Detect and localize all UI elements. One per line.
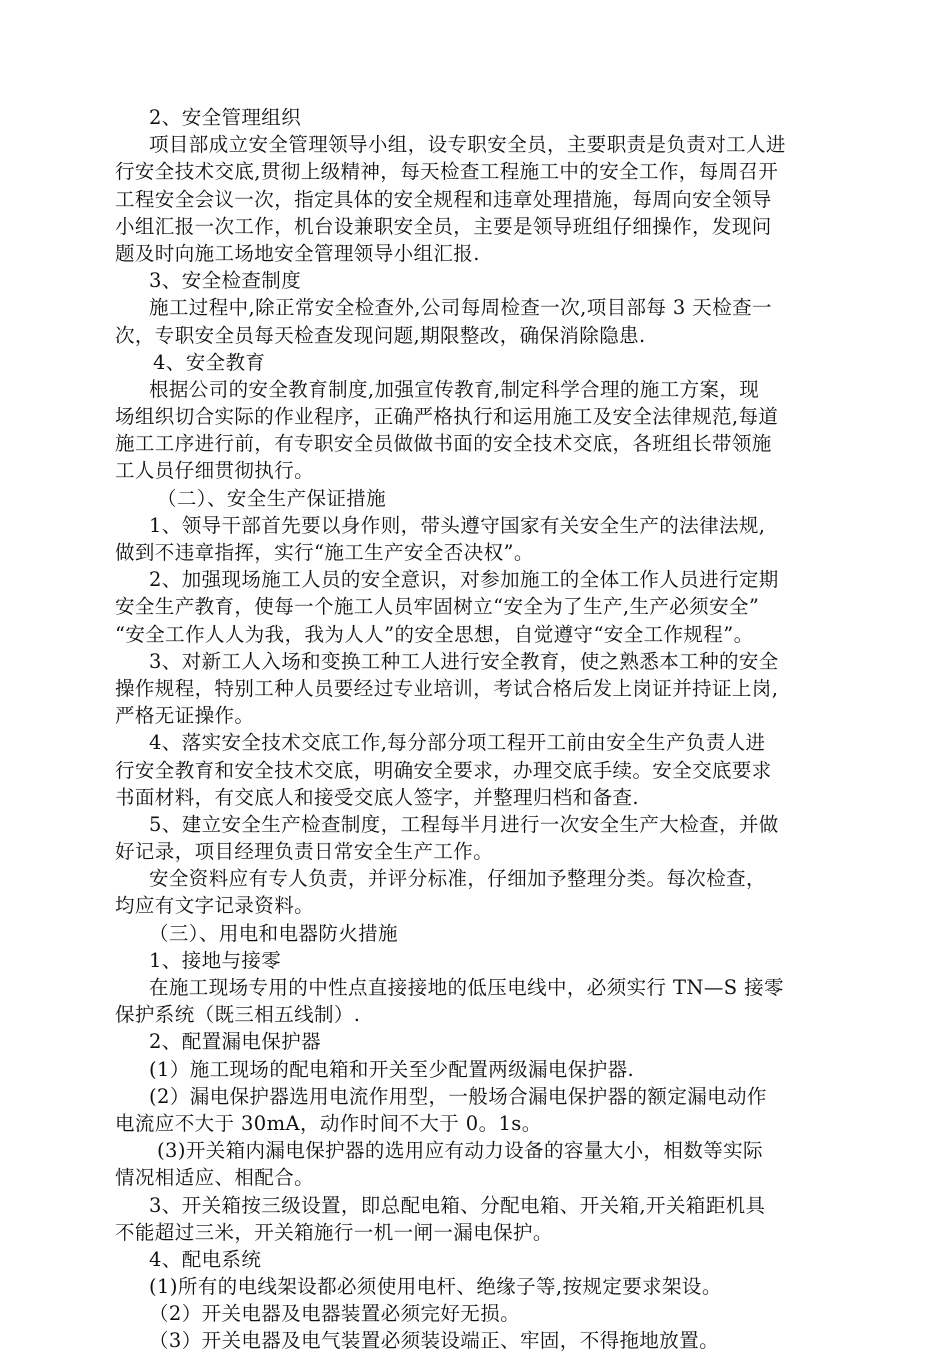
paragraph-line: 根据公司的安全教育制度,加强宣传教育,制定科学合理的施工方案，现	[149, 377, 760, 401]
paragraph-line: 3、对新工人入场和变换工种工人进行安全教育，使之熟悉本工种的安全	[149, 649, 779, 673]
paragraph-line: 安全生产教育，使每一个施工人员牢固树立“安全为了生产,生产必须安全”	[115, 595, 760, 619]
paragraph-line: 均应有文字记录资料。	[115, 894, 315, 918]
paragraph-line: (2）漏电保护器选用电流作用型，一般场合漏电保护器的额定漏电动作	[149, 1084, 767, 1108]
paragraph-line: （2）开关电器及电器装置必须完好无损。	[149, 1302, 521, 1326]
paragraph-line: （3）开关电器及电气装置必须装设端正、牢固，不得拖地放置。	[149, 1329, 720, 1353]
section-heading: 4、配电系统	[149, 1247, 262, 1271]
section-heading: （二）、安全生产保证措施	[157, 486, 387, 510]
paragraph-line: 小组汇报一次工作，机台设兼职安全员，主要是领导班组仔细操作，发现问	[115, 214, 772, 238]
paragraph-line: 5、建立安全生产检查制度，工程每半月进行一次安全生产大检查，并做	[149, 812, 779, 836]
paragraph-line: 电流应不大于 30mA，动作时间不大于 0。1s。	[115, 1111, 542, 1135]
section-heading: （三）、用电和电器防火措施	[149, 921, 398, 945]
paragraph-line: 做到不违章指挥，实行“施工生产安全否决权”。	[115, 541, 534, 564]
paragraph-line: 保护系统（既三相五线制）.	[115, 1003, 361, 1027]
paragraph-line: 操作规程，特别工种人员要经过专业培训，考试合格后发上岗证并持证上岗,	[115, 676, 779, 700]
paragraph-line: 施工过程中,除正常安全检查外,公司每周检查一次,项目部每 3 天检查一	[149, 296, 772, 320]
paragraph-line: 书面材料，有交底人和接受交底人签字，并整理归档和备查.	[115, 785, 639, 809]
paragraph-line: “安全工作人人为我，我为人人”的安全思想，自觉遵守“安全工作规程”。	[115, 622, 754, 646]
section-heading: 4、安全教育	[153, 350, 266, 374]
paragraph-line: 4、落实安全技术交底工作,每分部分项工程开工前由安全生产负责人进	[149, 731, 766, 755]
section-heading: 2、安全管理组织	[149, 106, 302, 129]
paragraph-line: 2、加强现场施工人员的安全意识，对参加施工的全体工作人员进行定期	[149, 568, 779, 592]
section-heading: 3、安全检查制度	[149, 269, 302, 293]
paragraph-line: 不能超过三米，开关箱施行一机一闸一漏电保护。	[115, 1220, 553, 1244]
paragraph-line: (1)所有的电线架设都必须使用电杆、绝缘子等,按规定要求架设。	[149, 1275, 722, 1299]
paragraph-line: 场组织切合实际的作业程序，正确严格执行和运用施工及安全法律规范,每道	[115, 405, 779, 429]
paragraph-line: 安全资料应有专人负责，并评分标准，仔细加予整理分类。每次检查，	[149, 867, 766, 891]
paragraph-line: 次，专职安全员每天检查发现问题,期限整改，确保消除隐患.	[115, 323, 646, 347]
section-heading: 1、接地与接零	[149, 948, 282, 972]
paragraph-line: 好记录，项目经理负责日常安全生产工作。	[115, 840, 494, 864]
section-heading: 2、配置漏电保护器	[149, 1030, 322, 1054]
paragraph-line: 项目部成立安全管理领导小组，设专职安全员，主要职责是负责对工人进	[149, 133, 786, 157]
paragraph-line: (3)开关箱内漏电保护器的选用应有动力设备的容量大小，相数等实际	[157, 1139, 763, 1163]
paragraph-line: 工程安全会议一次，指定具体的安全规程和违章处理措施，每周向安全领导	[115, 187, 772, 211]
paragraph-line: 工人员仔细贯彻执行。	[115, 459, 315, 483]
paragraph-line: 3、开关箱按三级设置，即总配电箱、分配电箱、开关箱,开关箱距机具	[149, 1193, 766, 1217]
paragraph-line: 在施工现场专用的中性点直接接地的低压电线中，必须实行 TN—S 接零	[149, 976, 784, 999]
paragraph-line: 施工工序进行前，有专职安全员做做书面的安全技术交底，各班组长带领施	[115, 432, 772, 456]
paragraph-line: 1、领导干部首先要以身作则，带头遵守国家有关安全生产的法律法规,	[149, 513, 766, 537]
paragraph-line: 严格无证操作。	[115, 704, 255, 728]
paragraph-line: 情况相适应、相配合。	[115, 1166, 315, 1190]
paragraph-line: 题及时向施工场地安全管理领导小组汇报.	[115, 241, 480, 265]
paragraph-line: 行安全教育和安全技术交底，明确安全要求，办理交底手续。安全交底要求	[115, 758, 772, 782]
document-body	[115, 104, 857, 1355]
paragraph-line: 行安全技术交底,贯彻上级精神，每天检查工程施工中的安全工作，每周召开	[115, 160, 779, 184]
paragraph-line: (1）施工现场的配电箱和开关至少配置两级漏电保护器.	[149, 1057, 635, 1081]
